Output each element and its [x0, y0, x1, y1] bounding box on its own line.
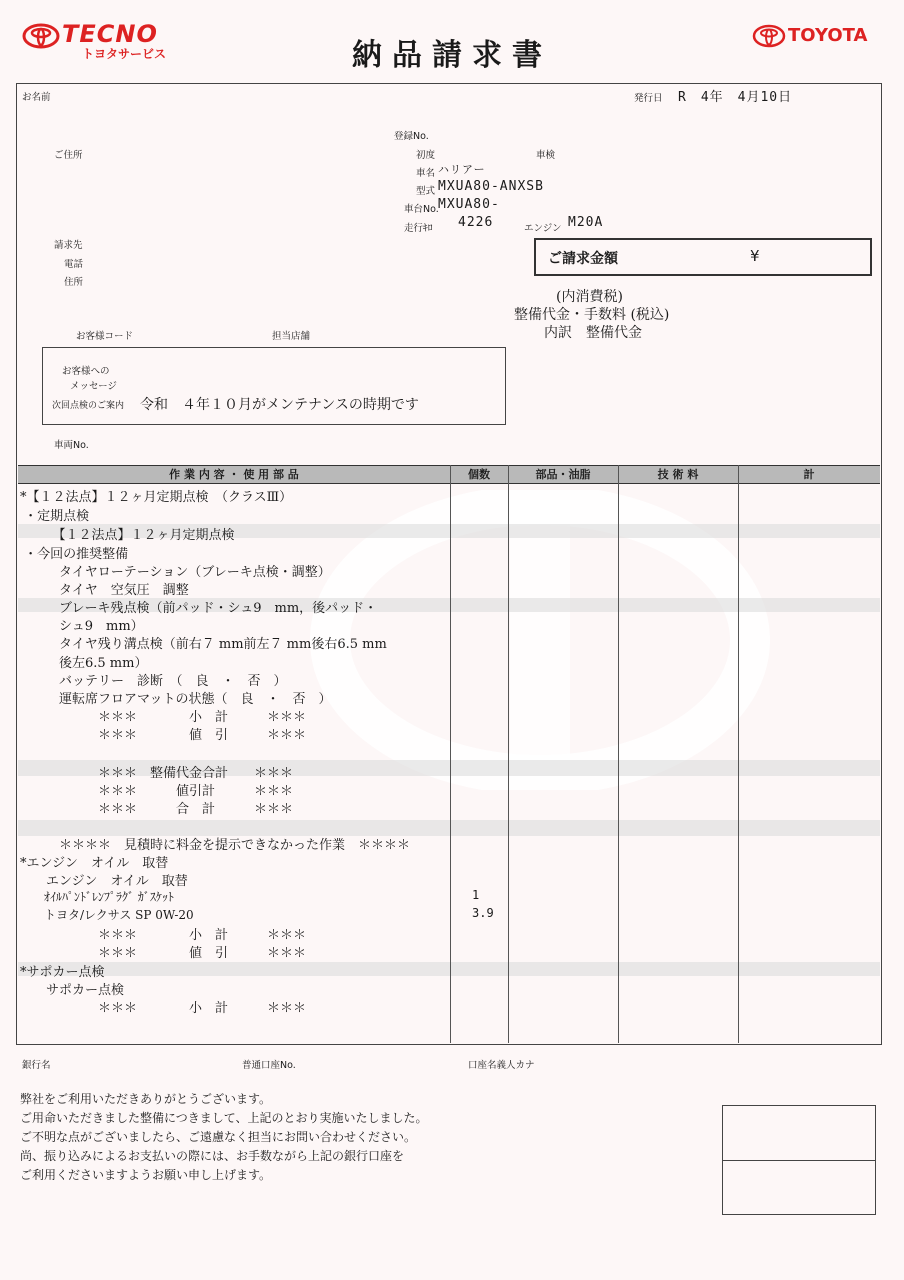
shamei-value: ハリアー: [438, 163, 486, 176]
soko-value: 4226: [458, 215, 494, 230]
next-inspection-label: 次回点検のご案内: [52, 401, 125, 411]
shadai-value: MXUA80-: [438, 197, 500, 212]
tecno-brand-text: TECNO: [62, 20, 158, 48]
col-header-parts: 部品・油脂: [535, 468, 591, 481]
message-label-2: メッセージ: [70, 381, 117, 392]
account-label: 普通口座No.: [242, 1060, 296, 1071]
shamei-label: 車名: [416, 168, 436, 179]
table-row: シュ9 mm）: [20, 619, 144, 634]
table-row: ・定期点検: [20, 509, 90, 524]
table-row: *【１２法点】１２ヶ月定期点検 （クラスⅢ）: [20, 490, 293, 505]
qty-oil-gasket: 1: [472, 888, 480, 902]
tanto-label: 担当店舗: [272, 331, 311, 342]
stamp-box: [722, 1105, 876, 1215]
amount-value: ¥: [750, 247, 760, 265]
table-row: ＊＊＊ 小 計 ＊＊＊: [20, 710, 307, 725]
table-row: サポカー点検: [20, 983, 125, 998]
col-divider: [508, 465, 509, 1043]
table-header: [18, 465, 880, 484]
table-row: ＊＊＊ 値 引 ＊＊＊: [20, 728, 307, 743]
table-row: ＊＊＊ 小 計 ＊＊＊: [20, 928, 307, 943]
table-row: タイヤ残り溝点検（前右７ mm前左７ mm後右6.5 mm: [20, 637, 387, 652]
footer-line: ご不明な点がございましたら、ご遠慮なく担当にお問い合わせください。: [20, 1130, 417, 1144]
table-row: ｵｲﾙﾊﾟﾝﾄﾞﾚﾝﾌﾟﾗｸﾞ ｶﾞｽｹｯﾄ: [20, 890, 174, 904]
tecno-sub-text: トヨタサービス: [82, 47, 167, 61]
col-divider: [738, 465, 739, 1043]
table-row: *エンジン オイル 取替: [20, 856, 169, 871]
soko-label: 走行ｷﾛ: [404, 223, 433, 234]
tax-label: (内消費税): [556, 289, 623, 305]
table-row: バッテリー 診断 （ 良 ・ 否 ）: [20, 674, 287, 689]
jusho-label: ご住所: [54, 150, 83, 161]
customer-code-label: お客様コード: [76, 331, 134, 342]
footer-line: ご利用くださいますようお願い申し上げます。: [20, 1168, 272, 1182]
hakko-label: 発行日: [634, 93, 663, 104]
table-row: 運転席フロアマットの状態（ 良 ・ 否 ）: [20, 692, 332, 707]
seikyusaki-label: 請求先: [54, 240, 83, 251]
table-row: 【１２法点】１２ヶ月定期点検: [20, 528, 235, 543]
toroku-label: 登録No.: [394, 131, 429, 142]
table-row: ＊＊＊ 値 引 ＊＊＊: [20, 946, 307, 961]
col-header-qty: 個数: [468, 468, 490, 481]
amount-box: [534, 238, 872, 276]
engine-value: M20A: [568, 215, 604, 230]
katashiki-label: 型式: [416, 186, 436, 197]
table-row: トヨタ/レクサス SP 0W-20: [20, 908, 194, 922]
next-inspection-value: 令和 ４年１０月がメンテナンスの時期です: [140, 397, 419, 413]
table-row: ＊＊＊＊ 見積時に料金を提示できなかった作業 ＊＊＊＊: [20, 838, 411, 853]
table-row: *サポカー点検: [20, 965, 105, 980]
okyaku-label: お名前: [22, 92, 51, 103]
qty-oil: 3.9: [472, 906, 494, 920]
footer-line: 尚、振り込みによるお支払いの際には、お手数ながら上記の銀行口座を: [20, 1149, 405, 1163]
col-header-labor: 技 術 料: [657, 468, 699, 481]
table-row: ＊＊＊ 合 計 ＊＊＊: [20, 802, 294, 817]
shaken-label: 車検: [536, 150, 556, 161]
message-label-1: お客様への: [62, 366, 110, 377]
engine-label: エンジン: [524, 223, 562, 234]
table-row: ＊＊＊ 値引計 ＊＊＊: [20, 784, 294, 799]
holder-label: 口座名義人カナ: [468, 1060, 535, 1071]
denwa-label: 電話: [64, 259, 84, 270]
table-row: ＊＊＊ 小 計 ＊＊＊: [20, 1001, 307, 1016]
table-row: タイヤ 空気圧 調整: [20, 583, 189, 598]
col-header-total: 計: [803, 468, 815, 481]
table-band: [18, 962, 880, 976]
table-row: タイヤローテーション（ブレーキ点検・調整）: [20, 565, 331, 580]
katashiki-value: MXUA80-ANXSB: [438, 179, 544, 194]
footer-line: 弊社をご利用いただきありがとうございます。: [20, 1092, 272, 1106]
shadai-label: 車台No.: [404, 204, 439, 215]
sharyo-label: 車両No.: [54, 440, 89, 451]
uchiwake-label: 内訳 整備代金: [544, 325, 642, 341]
col-divider: [618, 465, 619, 1043]
table-row: ＊＊＊ 整備代金合計 ＊＊＊: [20, 766, 294, 781]
shodo-label: 初度: [416, 150, 436, 161]
page-title: 納品請求書: [352, 38, 552, 73]
hakko-value: R 4年 4月10日: [678, 90, 793, 105]
jusho2-label: 住所: [64, 277, 84, 288]
footer-line: ご用命いただきました整備につきまして、上記のとおり実施いたしました。: [20, 1111, 428, 1125]
bank-label: 銀行名: [22, 1060, 51, 1071]
table-row: ブレーキ残点検（前パッド・シュ9 mm，後パッド・: [20, 601, 378, 616]
footer-message: [20, 1090, 428, 1185]
col-header-work: 作 業 内 容 ・ 使 用 部 品: [169, 468, 299, 481]
table-row: 後左6.5 mm）: [20, 656, 148, 671]
seibi-tesuryo-label: 整備代金・手数料 (税込): [514, 307, 670, 323]
amount-label: ご請求金額: [548, 251, 618, 267]
table-row: ・今回の推奨整備: [20, 547, 129, 562]
table-row: エンジン オイル 取替: [20, 874, 188, 889]
stamp-divider: [723, 1160, 875, 1161]
col-divider: [450, 465, 451, 1043]
toyota-brand-text: TOYOTA: [788, 25, 868, 46]
